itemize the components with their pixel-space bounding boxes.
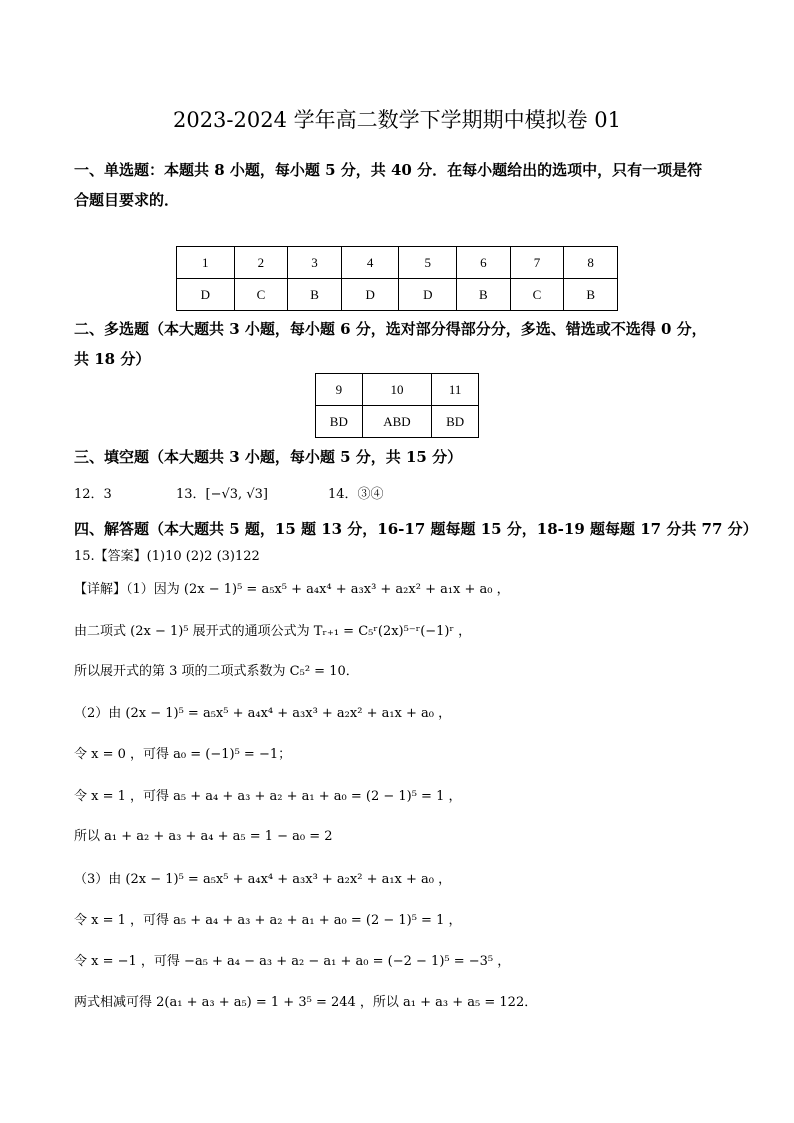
question-number: 1 <box>177 247 235 279</box>
question-number: 6 <box>457 247 511 279</box>
page-title: 2023-2024 学年高二数学下学期期中模拟卷 01 <box>172 108 622 132</box>
table-row-numbers <box>177 247 618 279</box>
question-number: 8 <box>564 247 618 279</box>
solution-line: 两式相减可得 2(a₁ + a₃ + a₅) = 1 + 3⁵ = 244 ，所以 a₁ + a₃ + a₅ = 122． <box>74 995 538 1010</box>
solution-line: （2）由 (2x − 1)⁵ = a₅x⁵ + a₄x⁴ + a₃x³ + a₂x² + a₁x + a₀ ， <box>74 706 452 721</box>
answer-cell: D <box>341 279 399 311</box>
solution-line: 【详解】（1）因为 (2x − 1)⁵ = a₅x⁵ + a₄x⁴ + a₃x³ + a₂x² + a₁x + a₀ ， <box>74 582 510 597</box>
table-row-answers <box>177 279 618 311</box>
table-row-numbers <box>316 374 479 406</box>
answer-cell: D <box>177 279 235 311</box>
solution-line: 所以展开式的第 3 项的二项式系数为 C₅² = 10． <box>74 664 359 679</box>
fill-answer-13: 13．[−√3, √3] <box>176 487 268 502</box>
section-1-heading: 一、单选题：本题共 8 小题，每小题 5 分，共 40 分．在每小题给出的选项中，只有一项是符 <box>74 161 703 179</box>
solution-line: 由二项式 (2x − 1)⁵ 展开式的通项公式为 Tᵣ₊₁ = C₅ʳ(2x)⁵⁻ʳ(−1)ʳ ， <box>74 624 472 639</box>
question-number: 11 <box>432 374 479 406</box>
question-number: 4 <box>341 247 399 279</box>
answer-cell: B <box>457 279 511 311</box>
answer-cell: C <box>510 279 564 311</box>
answer-cell: BD <box>432 406 479 438</box>
solution-line: 令 x = 1 ，可得 a₅ + a₄ + a₃ + a₂ + a₁ + a₀ = (2 − 1)⁵ = 1 ， <box>74 789 462 804</box>
section-4-heading: 四、解答题（本大题共 5 题，15 题 13 分，16-17 题每题 15 分，18-19 题每题 17 分共 77 分） <box>74 520 758 538</box>
table-row-answers <box>316 406 479 438</box>
solution-line: 令 x = 0 ，可得 a₀ = (−1)⁵ = −1； <box>74 747 292 762</box>
section-3-heading: 三、填空题（本大题共 3 小题，每小题 5 分，共 15 分） <box>74 448 463 466</box>
solution-line: （3）由 (2x − 1)⁵ = a₅x⁵ + a₄x⁴ + a₃x³ + a₂x² + a₁x + a₀ ， <box>74 872 452 887</box>
question-number: 9 <box>316 374 363 406</box>
multi-choice-answer-table <box>315 373 479 438</box>
single-choice-answer-table <box>176 246 618 311</box>
answer-cell: C <box>234 279 288 311</box>
solution-line: 令 x = 1 ，可得 a₅ + a₄ + a₃ + a₂ + a₁ + a₀ = (2 − 1)⁵ = 1 ， <box>74 913 462 928</box>
solution-line: 令 x = −1 ，可得 −a₅ + a₄ − a₃ + a₂ − a₁ + a₀ = (−2 − 1)⁵ = −3⁵ ， <box>74 954 511 969</box>
answer-summary: 15.【答案】(1)10 (2)2 (3)122 <box>74 549 260 564</box>
answer-cell: D <box>399 279 457 311</box>
answer-cell: B <box>564 279 618 311</box>
fill-answer-14: 14．③④ <box>328 487 384 502</box>
answer-cell: B <box>288 279 342 311</box>
section-2-heading: 二、多选题（本大题共 3 小题，每小题 6 分，选对部分得部分分，多选、错选或不选得 0 分， <box>74 320 707 338</box>
section-2-heading-cont: 共 18 分） <box>74 350 151 368</box>
question-number: 10 <box>362 374 432 406</box>
question-number: 2 <box>234 247 288 279</box>
section-1-heading-cont: 合题目要求的． <box>74 191 180 209</box>
question-number: 7 <box>510 247 564 279</box>
answer-cell: ABD <box>362 406 432 438</box>
fill-answer-12: 12．3 <box>74 487 112 502</box>
question-number: 5 <box>399 247 457 279</box>
question-number: 3 <box>288 247 342 279</box>
answer-cell: BD <box>316 406 363 438</box>
solution-line: 所以 a₁ + a₂ + a₃ + a₄ + a₅ = 1 − a₀ = 2 <box>74 829 333 844</box>
